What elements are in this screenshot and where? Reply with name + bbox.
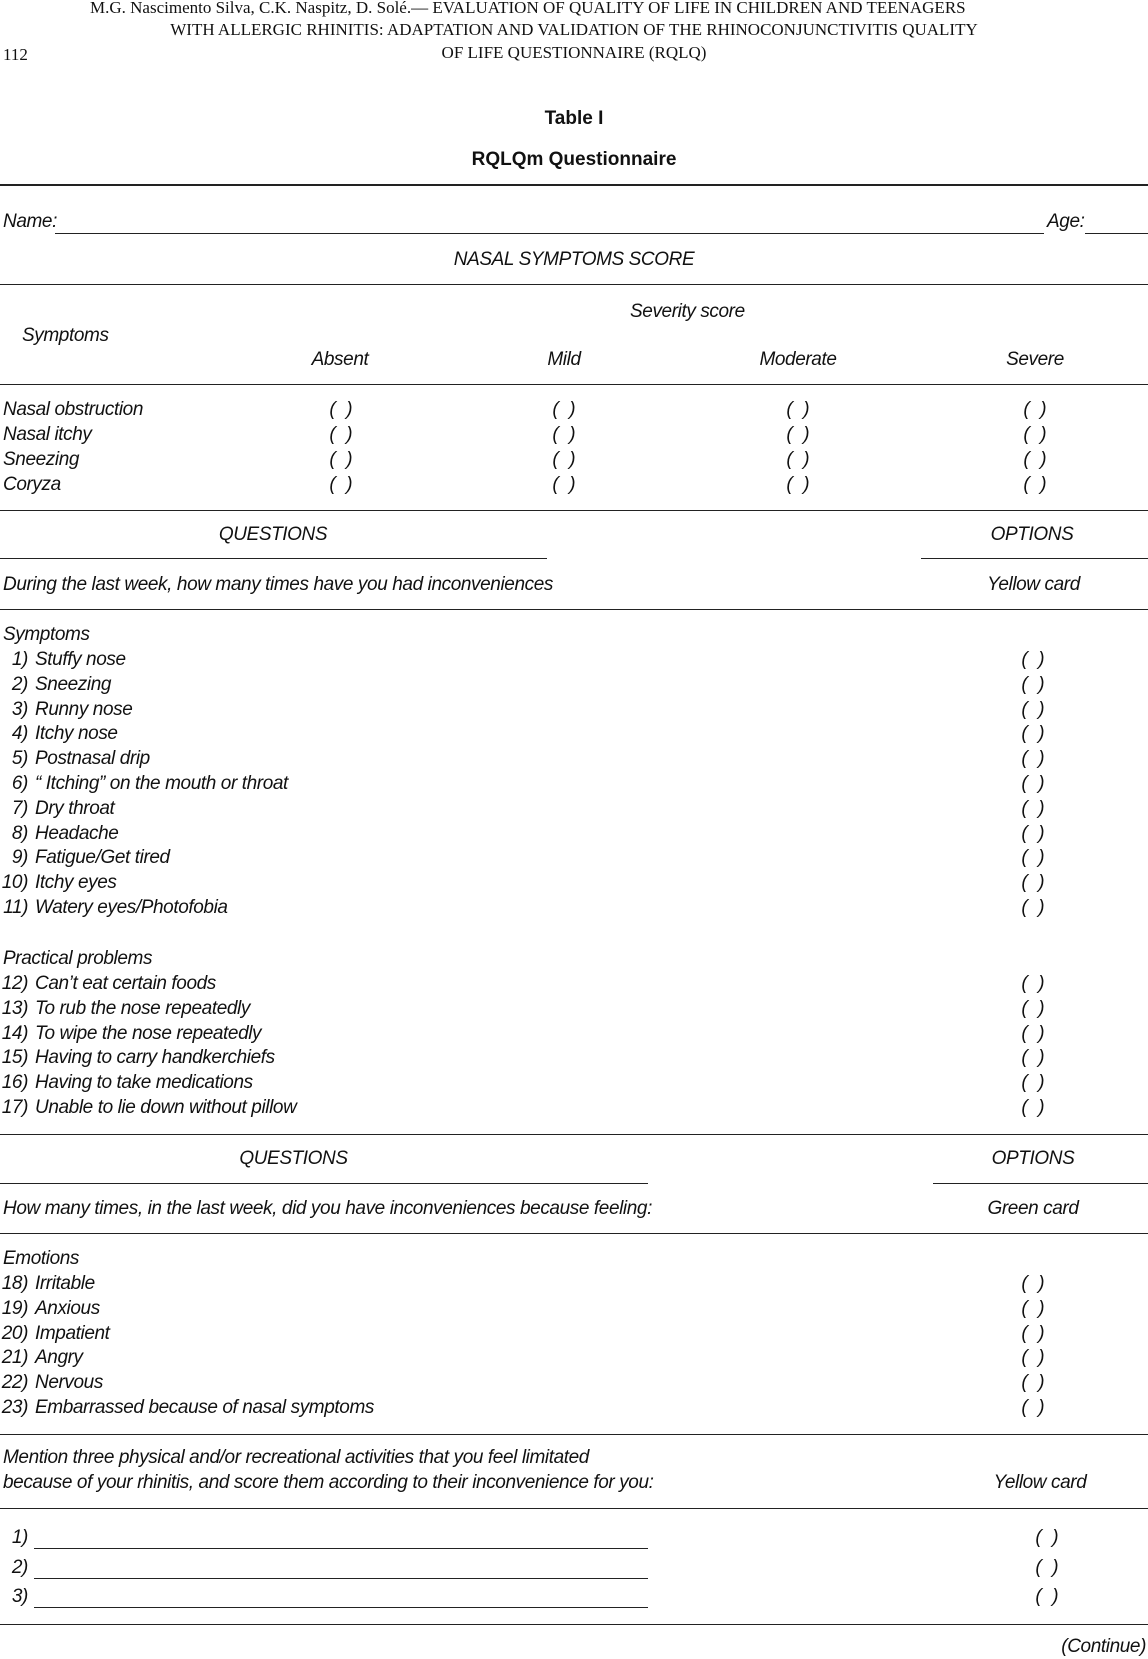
answer-checkbox[interactable]: ( )	[1021, 773, 1045, 794]
option-2: Green card	[987, 1198, 1079, 1219]
item-text: Embarrassed because of nasal symptoms	[35, 1397, 374, 1418]
item-number: 1)	[11, 649, 28, 670]
options-header-1: OPTIONS	[990, 524, 1074, 545]
item-number: 17)	[1, 1097, 28, 1118]
activity-input[interactable]	[34, 1548, 648, 1549]
activity-number: 2)	[11, 1556, 28, 1578]
checkbox-moderate[interactable]: ( )	[786, 474, 810, 495]
top-rule	[0, 184, 1148, 186]
answer-checkbox[interactable]: ( )	[1035, 1556, 1059, 1578]
answer-checkbox[interactable]: ( )	[1021, 673, 1045, 695]
answer-checkbox[interactable]: ( )	[1021, 872, 1045, 894]
col-moderate: Moderate	[759, 349, 837, 370]
item-number: 2)	[11, 673, 28, 695]
rule-section1-bottom	[0, 1134, 1148, 1135]
answer-checkbox[interactable]: ( )	[1021, 1047, 1045, 1069]
checkbox-moderate[interactable]: ( )	[786, 399, 810, 420]
col-absent: Absent	[311, 349, 369, 370]
nasal-row-label: Nasal obstruction	[3, 399, 143, 420]
item-text: Dry throat	[35, 797, 115, 819]
nasal-row-label: Sneezing	[3, 449, 80, 470]
answer-checkbox[interactable]: ( )	[1035, 1586, 1059, 1607]
item-number: 5)	[11, 748, 28, 770]
answer-checkbox[interactable]: ( )	[1021, 897, 1045, 918]
symptoms-group-label: Symptoms	[3, 624, 90, 645]
checkbox-mild[interactable]: ( )	[552, 399, 576, 420]
item-text: Nervous	[35, 1372, 103, 1394]
checkbox-severe[interactable]: ( )	[1023, 449, 1047, 470]
item-text: Itchy eyes	[35, 872, 117, 894]
checkbox-absent[interactable]: ( )	[329, 399, 353, 420]
answer-checkbox[interactable]: ( )	[1021, 649, 1045, 670]
rule-options-1	[921, 558, 1148, 559]
answer-checkbox[interactable]: ( )	[1021, 797, 1045, 819]
question-1: During the last week, how many times have you had inconveniences	[3, 574, 553, 595]
continue-note: (Continue)	[1061, 1636, 1146, 1657]
item-number: 6)	[11, 773, 28, 794]
item-text: Stuffy nose	[35, 649, 126, 670]
checkbox-absent[interactable]: ( )	[329, 449, 353, 470]
answer-checkbox[interactable]: ( )	[1021, 847, 1045, 869]
running-header-line2: WITH ALLERGIC RHINITIS: ADAPTATION AND VALIDATION OF THE RHINOCONJUNCTIVITIS QUALITY	[170, 20, 978, 39]
options-header-2: OPTIONS	[991, 1148, 1075, 1169]
answer-checkbox[interactable]: ( )	[1021, 1322, 1045, 1344]
item-number: 3)	[11, 698, 28, 720]
rule-bottom	[0, 1624, 1148, 1625]
rule-nasal-bottom	[0, 510, 1148, 511]
checkbox-mild[interactable]: ( )	[552, 474, 576, 495]
item-text: Can’t eat certain foods	[35, 973, 216, 994]
activities-option: Yellow card	[993, 1472, 1087, 1493]
answer-checkbox[interactable]: ( )	[1021, 973, 1045, 994]
activities-instruction-line2: because of your rhinitis, and score them according to their inconvenience for you:	[3, 1472, 654, 1493]
item-number: 12)	[1, 973, 28, 994]
activity-input[interactable]	[34, 1578, 648, 1579]
option-1: Yellow card	[987, 574, 1080, 595]
table-title: Table I	[544, 108, 604, 129]
activity-number: 3)	[11, 1586, 28, 1607]
answer-checkbox[interactable]: ( )	[1021, 1072, 1045, 1094]
item-number: 23)	[1, 1397, 28, 1418]
age-label: Age:	[1047, 211, 1085, 232]
item-number: 10)	[1, 872, 28, 894]
item-text: Fatigue/Get tired	[35, 847, 170, 869]
rule-section1	[0, 609, 1148, 610]
answer-checkbox[interactable]: ( )	[1021, 1347, 1045, 1369]
rule-questions-2	[0, 1183, 648, 1184]
item-text: Watery eyes/Photofobia	[35, 897, 228, 918]
item-text: Irritable	[35, 1273, 95, 1294]
item-text: Itchy nose	[35, 723, 118, 745]
checkbox-mild[interactable]: ( )	[552, 424, 576, 445]
checkbox-moderate[interactable]: ( )	[786, 424, 810, 445]
item-number: 21)	[1, 1347, 28, 1369]
item-number: 14)	[1, 1022, 28, 1044]
running-header-line1: M.G. Nascimento Silva, C.K. Naspitz, D. Solé.— EVALUATION OF QUALITY OF LIFE IN CHILDREN AND TEENAGERS	[90, 0, 966, 17]
questions-header-1: QUESTIONS	[218, 524, 328, 545]
answer-checkbox[interactable]: ( )	[1021, 1097, 1045, 1118]
answer-checkbox[interactable]: ( )	[1021, 822, 1045, 844]
activity-number: 1)	[11, 1527, 28, 1548]
answer-checkbox[interactable]: ( )	[1021, 723, 1045, 745]
item-number: 11)	[3, 897, 28, 918]
page-number: 112	[3, 45, 28, 64]
item-number: 18)	[1, 1273, 28, 1294]
item-text: Impatient	[35, 1322, 110, 1344]
checkbox-absent[interactable]: ( )	[329, 474, 353, 495]
answer-checkbox[interactable]: ( )	[1021, 1372, 1045, 1394]
item-text: Sneezing	[35, 673, 112, 695]
answer-checkbox[interactable]: ( )	[1021, 748, 1045, 770]
item-number: 15)	[1, 1047, 28, 1069]
answer-checkbox[interactable]: ( )	[1021, 698, 1045, 720]
checkbox-mild[interactable]: ( )	[552, 449, 576, 470]
checkbox-absent[interactable]: ( )	[329, 424, 353, 445]
item-number: 9)	[11, 847, 28, 869]
symptoms-column-header: Symptoms	[22, 325, 109, 346]
rule-nasal-top	[0, 284, 1148, 285]
item-number: 16)	[1, 1072, 28, 1094]
checkbox-severe[interactable]: ( )	[1023, 474, 1047, 495]
answer-checkbox[interactable]: ( )	[1021, 1022, 1045, 1044]
question-2: How many times, in the last week, did you have inconveniences because feeling:	[3, 1198, 652, 1219]
item-text: Runny nose	[35, 698, 133, 720]
name-label: Name:	[3, 211, 57, 232]
activities-instruction-line1: Mention three physical and/or recreational activities that you feel limitated	[3, 1447, 589, 1468]
rule-activities	[0, 1508, 1148, 1509]
severity-score-header: Severity score	[630, 301, 745, 322]
rule-nasal-header	[0, 384, 1148, 385]
item-text: To rub the nose repeatedly	[35, 997, 250, 1019]
questions-header-2: QUESTIONS	[239, 1148, 348, 1169]
item-text: “ Itching” on the mouth or throat	[35, 773, 288, 794]
item-text: Having to carry handkerchiefs	[35, 1047, 275, 1069]
item-text: Unable to lie down without pillow	[35, 1097, 297, 1118]
name-field[interactable]	[55, 233, 1044, 234]
item-text: Having to take medications	[35, 1072, 253, 1094]
nasal-row-label: Nasal itchy	[3, 424, 92, 445]
answer-checkbox[interactable]: ( )	[1021, 1297, 1045, 1319]
item-text: Headache	[35, 822, 119, 844]
checkbox-severe[interactable]: ( )	[1023, 424, 1047, 445]
item-text: Anxious	[35, 1297, 100, 1319]
answer-checkbox[interactable]: ( )	[1021, 1397, 1045, 1418]
item-number: 4)	[11, 723, 28, 745]
answer-checkbox[interactable]: ( )	[1021, 1273, 1045, 1294]
nasal-row-label: Coryza	[3, 474, 61, 495]
nasal-section-title: NASAL SYMPTOMS SCORE	[453, 249, 695, 270]
item-number: 22)	[1, 1372, 28, 1394]
item-number: 13)	[1, 997, 28, 1019]
col-mild: Mild	[547, 349, 581, 370]
rule-section2-bottom	[0, 1434, 1148, 1435]
table-subtitle: RQLQm Questionnaire	[471, 149, 677, 170]
item-text: To wipe the nose repeatedly	[35, 1022, 262, 1044]
item-number: 20)	[1, 1322, 28, 1344]
checkbox-severe[interactable]: ( )	[1023, 399, 1047, 420]
rule-options-2	[933, 1183, 1148, 1184]
checkbox-moderate[interactable]: ( )	[786, 449, 810, 470]
answer-checkbox[interactable]: ( )	[1035, 1527, 1059, 1548]
answer-checkbox[interactable]: ( )	[1021, 997, 1045, 1019]
age-field[interactable]	[1085, 233, 1148, 234]
emotions-group-label: Emotions	[3, 1248, 80, 1269]
item-text: Angry	[35, 1347, 83, 1369]
item-number: 8)	[11, 822, 28, 844]
rule-section2	[0, 1233, 1148, 1234]
activity-input[interactable]	[34, 1607, 648, 1608]
running-header-line3: OF LIFE QUESTIONNAIRE (RQLQ)	[441, 43, 707, 62]
rule-questions-1	[0, 558, 547, 559]
item-text: Postnasal drip	[35, 748, 150, 770]
item-number: 7)	[11, 797, 28, 819]
item-number: 19)	[1, 1297, 28, 1319]
col-severe: Severe	[1006, 349, 1064, 370]
practical-group-label: Practical problems	[3, 948, 153, 969]
